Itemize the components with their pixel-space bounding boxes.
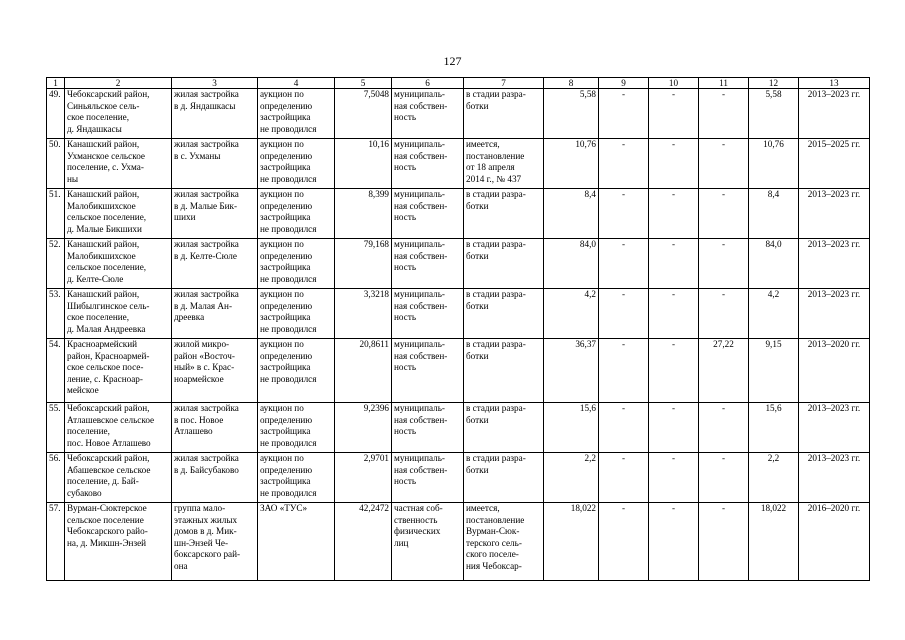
page-number: 127 [443,54,462,68]
column-number: 9 [599,78,649,89]
plan-status-cell: в стадии разра- ботки [464,89,544,139]
table-row [47,339,870,403]
column-number: 13 [799,78,870,89]
period-cell: 2013–2023 гг. [799,189,870,239]
value-col9-cell: - [599,403,649,453]
area-cell: 8,399 [335,189,392,239]
value-col11-cell: - [699,189,749,239]
location-cell: Вурман-Сюктерское сельское поселение Чебоксарского райо- на, д. Микшн-Энзей [65,503,172,581]
period-cell: 2013–2020 гг. [799,339,870,403]
total-value-cell: 5,58 [544,89,599,139]
developer-cell: аукцион по определению застройщика не проводился [258,139,335,189]
ownership-cell: муниципаль- ная собствен- ность [392,239,464,289]
period-cell: 2013–2023 гг. [799,403,870,453]
row-number: 53. [47,289,65,339]
area-cell: 79,168 [335,239,392,289]
object-cell: жилая застройка в д. Келте-Сюле [172,239,258,289]
period-cell: 2013–2023 гг. [799,89,870,139]
object-cell: жилой микро- район «Восточ- ный» в с. Крас- ноармейское [172,339,258,403]
developer-cell: аукцион по определению застройщика не проводился [258,89,335,139]
developer-cell: аукцион по определению застройщика не проводился [258,453,335,503]
column-number: 5 [335,78,392,89]
plan-status-cell: в стадии разра- ботки [464,189,544,239]
value-col10-cell: - [649,239,699,289]
value-col12-cell: 10,76 [749,139,799,189]
area-cell: 3,3218 [335,289,392,339]
value-col9-cell: - [599,89,649,139]
total-value-cell: 10,76 [544,139,599,189]
table-row [47,189,870,239]
value-col10-cell: - [649,89,699,139]
area-cell: 9,2396 [335,403,392,453]
table-row [47,289,870,339]
row-number: 52. [47,239,65,289]
table-row [47,403,870,453]
value-col10-cell: - [649,339,699,403]
column-number: 11 [699,78,749,89]
table-row [47,453,870,503]
plan-status-cell: в стадии разра- ботки [464,289,544,339]
value-col11-cell: - [699,403,749,453]
developer-cell: аукцион по определению застройщика не проводился [258,339,335,403]
value-col12-cell: 9,15 [749,339,799,403]
value-col12-cell: 18,022 [749,503,799,581]
value-col10-cell: - [649,453,699,503]
location-cell: Канашский район, Ухманское сельское поселение, с. Ухма- ны [65,139,172,189]
period-cell: 2015–2025 гг. [799,139,870,189]
plan-status-cell: имеется, постановление от 18 апреля 2014 г., № 437 [464,139,544,189]
value-col9-cell: - [599,139,649,189]
location-cell: Красноармейский район, Красноармей- ское сельское посе- ление, с. Красноар- мейское [65,339,172,403]
value-col10-cell: - [649,189,699,239]
value-col12-cell: 5,58 [749,89,799,139]
value-col9-cell: - [599,453,649,503]
value-col9-cell: - [599,189,649,239]
area-cell: 10,16 [335,139,392,189]
value-col11-cell: - [699,503,749,581]
value-col12-cell: 8,4 [749,189,799,239]
column-number: 3 [172,78,258,89]
ownership-cell: муниципаль- ная собствен- ность [392,189,464,239]
object-cell: группа мало- этажных жилых домов в д. Мик- шн-Энзей Че- боксарского рай- она [172,503,258,581]
total-value-cell: 4,2 [544,289,599,339]
developer-cell: аукцион по определению застройщика не проводился [258,189,335,239]
developer-cell: аукцион по определению застройщика не проводился [258,239,335,289]
land-plots-table [46,77,870,581]
column-number: 8 [544,78,599,89]
ownership-cell: муниципаль- ная собствен- ность [392,289,464,339]
value-col11-cell: - [699,239,749,289]
area-cell: 2,9701 [335,453,392,503]
ownership-cell: муниципаль- ная собствен- ность [392,339,464,403]
value-col11-cell: - [699,453,749,503]
plan-status-cell: в стадии разра- ботки [464,239,544,289]
location-cell: Чебоксарский район, Синьяльское сель- ское поселение, д. Яндашкасы [65,89,172,139]
column-number: 6 [392,78,464,89]
value-col12-cell: 2,2 [749,453,799,503]
object-cell: жилая застройка в д. Малая Ан- дреевка [172,289,258,339]
table-row [47,89,870,139]
developer-cell: ЗАО «ТУС» [258,503,335,581]
total-value-cell: 15,6 [544,403,599,453]
value-col11-cell: - [699,89,749,139]
total-value-cell: 18,022 [544,503,599,581]
value-col10-cell: - [649,403,699,453]
value-col10-cell: - [649,139,699,189]
row-number: 51. [47,189,65,239]
plan-status-cell: имеется, постановление Вурман-Сюк- терского сель- ского поселе- ния Чебоксар- [464,503,544,581]
row-number: 49. [47,89,65,139]
row-number: 54. [47,339,65,403]
column-number: 12 [749,78,799,89]
location-cell: Чебоксарский район, Атлашевское сельское поселение, пос. Новое Атлашево [65,403,172,453]
column-number: 2 [65,78,172,89]
plan-status-cell: в стадии разра- ботки [464,453,544,503]
developer-cell: аукцион по определению застройщика не проводился [258,289,335,339]
period-cell: 2013–2023 гг. [799,289,870,339]
value-col9-cell: - [599,239,649,289]
value-col9-cell: - [599,339,649,403]
total-value-cell: 84,0 [544,239,599,289]
value-col12-cell: 4,2 [749,289,799,339]
ownership-cell: муниципаль- ная собствен- ность [392,403,464,453]
value-col11-cell: 27,22 [699,339,749,403]
plan-status-cell: в стадии разра- ботки [464,403,544,453]
object-cell: жилая застройка в д. Яндашкасы [172,89,258,139]
column-number: 4 [258,78,335,89]
plan-status-cell: в стадии разра- ботки [464,339,544,403]
ownership-cell: муниципаль- ная собствен- ность [392,139,464,189]
column-number: 10 [649,78,699,89]
location-cell: Канашский район, Шибылгинское сель- ское поселение, д. Малая Андреевка [65,289,172,339]
column-number: 1 [47,78,65,89]
column-number: 7 [464,78,544,89]
ownership-cell: частная соб- ственность физических лиц [392,503,464,581]
object-cell: жилая застройка в с. Ухманы [172,139,258,189]
row-number: 55. [47,403,65,453]
column-number-row [47,78,870,89]
period-cell: 2013–2023 гг. [799,239,870,289]
value-col9-cell: - [599,503,649,581]
period-cell: 2013–2023 гг. [799,453,870,503]
value-col12-cell: 15,6 [749,403,799,453]
location-cell: Канашский район, Малобикшихское сельское поселение, д. Келте-Сюле [65,239,172,289]
value-col11-cell: - [699,139,749,189]
area-cell: 20,8611 [335,339,392,403]
location-cell: Чебоксарский район, Абашевское сельское поселение, д. Бай- субаково [65,453,172,503]
row-number: 57. [47,503,65,581]
area-cell: 42,2472 [335,503,392,581]
table-row [47,239,870,289]
object-cell: жилая застройка в д. Байсубаково [172,453,258,503]
total-value-cell: 36,37 [544,339,599,403]
value-col10-cell: - [649,289,699,339]
ownership-cell: муниципаль- ная собствен- ность [392,453,464,503]
value-col9-cell: - [599,289,649,339]
location-cell: Канашский район, Малобикшихское сельское поселение, д. Малые Бикшихи [65,189,172,239]
developer-cell: аукцион по определению застройщика не проводился [258,403,335,453]
row-number: 56. [47,453,65,503]
table-row [47,139,870,189]
row-number: 50. [47,139,65,189]
object-cell: жилая застройка в пос. Новое Атлашево [172,403,258,453]
value-col11-cell: - [699,289,749,339]
area-cell: 7,5048 [335,89,392,139]
period-cell: 2016–2020 гг. [799,503,870,581]
object-cell: жилая застройка в д. Малые Бик- шихи [172,189,258,239]
total-value-cell: 2,2 [544,453,599,503]
ownership-cell: муниципаль- ная собствен- ность [392,89,464,139]
table-row [47,503,870,581]
total-value-cell: 8,4 [544,189,599,239]
value-col10-cell: - [649,503,699,581]
value-col12-cell: 84,0 [749,239,799,289]
